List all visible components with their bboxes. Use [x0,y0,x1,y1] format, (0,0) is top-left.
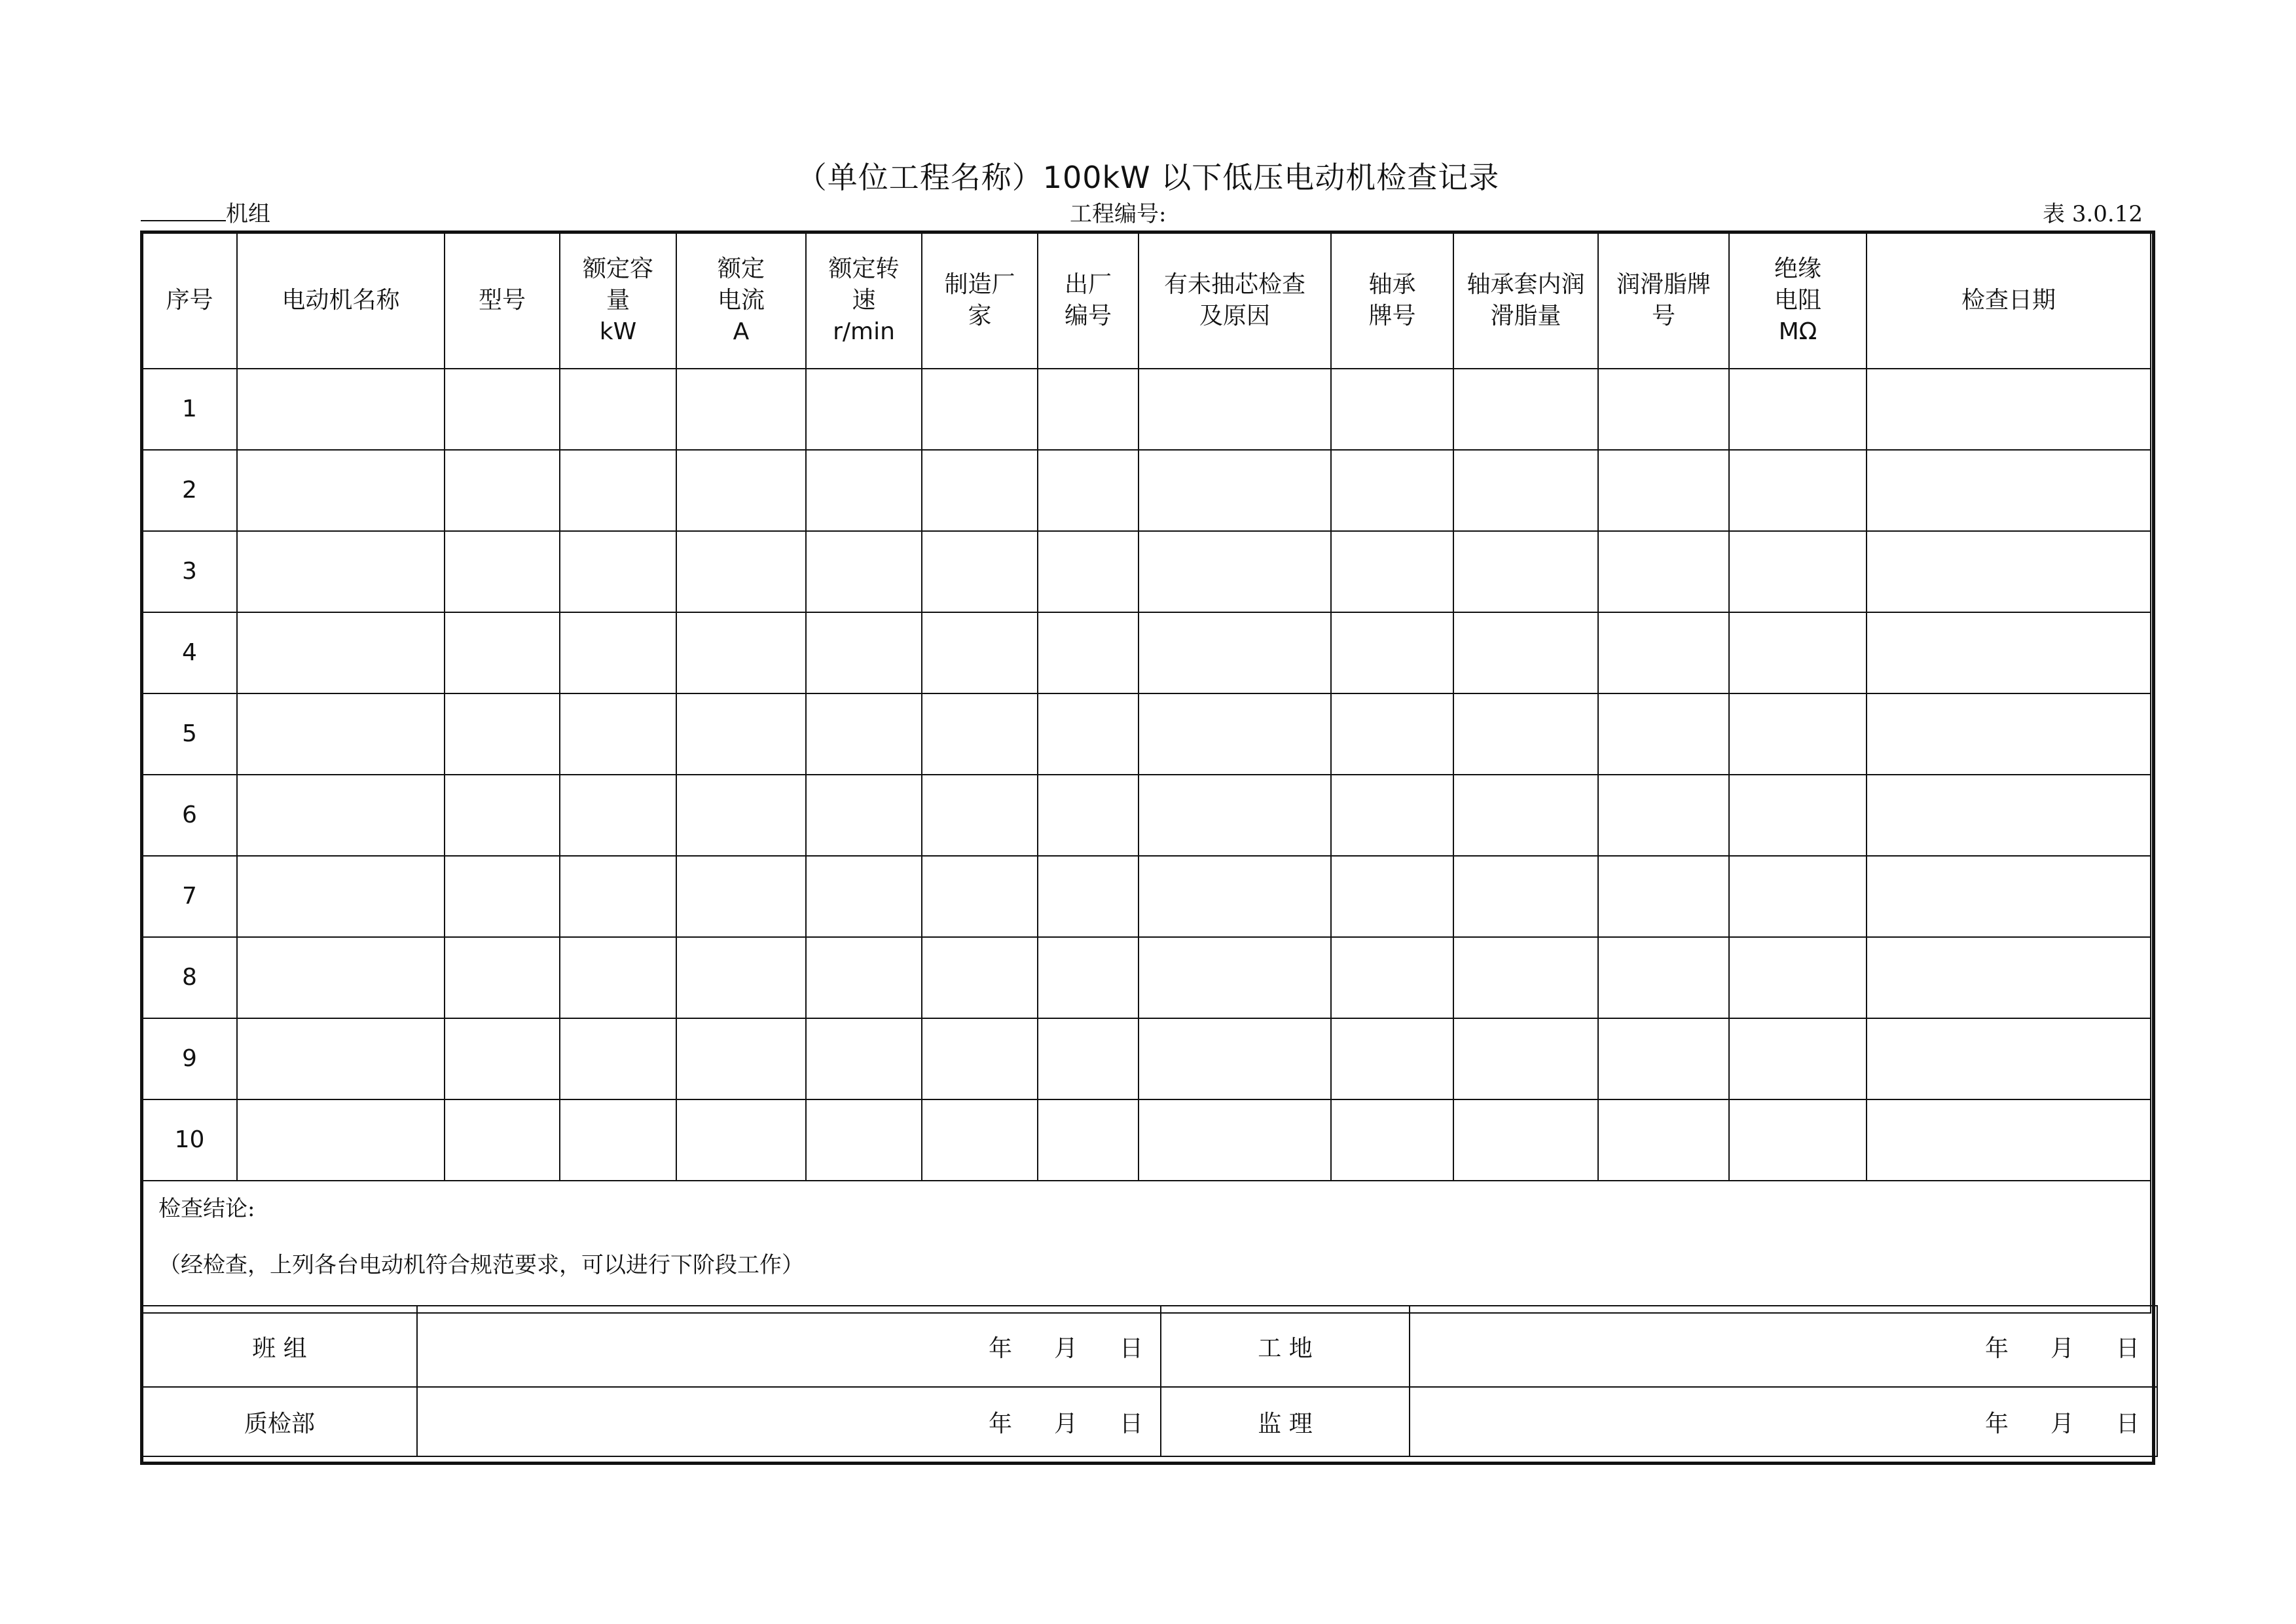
unit-label: 机组 [226,201,270,227]
cell-insulation[interactable] [1729,612,1867,693]
cell-check-date[interactable] [1867,369,2151,450]
cell-serial[interactable] [1038,1018,1139,1099]
cell-insulation[interactable] [1729,531,1867,612]
cell-model[interactable] [445,856,560,937]
cell-maker[interactable] [922,693,1038,775]
header-maker: 制造厂 家 [922,232,1038,369]
cell-insulation[interactable] [1729,1018,1867,1099]
cell-check-date[interactable] [1867,450,2151,531]
date-year: 年 [988,1335,1013,1362]
signoff-table [141,1305,2158,1457]
cell-insulation[interactable] [1729,775,1867,856]
cell-capacity[interactable] [560,612,676,693]
cell-check-date[interactable] [1867,1018,2151,1099]
date-year: 年 [1984,1335,2010,1362]
cell-core-check[interactable] [1139,612,1331,693]
row-number: 7 [142,856,237,937]
table-row [142,612,2151,693]
cell-serial[interactable] [1038,450,1139,531]
table-row [142,693,2151,775]
unit-field [141,198,270,231]
cell-check-date[interactable] [1867,612,2151,693]
cell-grease-brand[interactable] [1598,450,1729,531]
cell-speed[interactable] [806,1018,922,1099]
table-row [142,937,2151,1018]
cell-current[interactable] [676,612,806,693]
cell-maker[interactable] [922,612,1038,693]
conclusion-cell[interactable] [142,1181,2151,1313]
cell-maker[interactable] [922,450,1038,531]
date-month: 月 [1053,1335,1079,1362]
date-day: 日 [1119,1335,1144,1362]
cell-core-check[interactable] [1139,1099,1331,1181]
header-current: 额定 电流 A [676,232,806,369]
cell-speed[interactable] [806,1099,922,1181]
cell-serial[interactable] [1038,612,1139,693]
cell-motor-name[interactable] [237,856,445,937]
cell-insulation[interactable] [1729,450,1867,531]
cell-model[interactable] [445,612,560,693]
cell-grease-qty[interactable] [1453,369,1598,450]
date-month: 月 [2050,1335,2075,1362]
cell-grease-qty[interactable] [1453,450,1598,531]
header-capacity: 额定容 量 kW [560,232,676,369]
cell-capacity[interactable] [560,369,676,450]
qc-signature-field[interactable] [417,1387,1161,1456]
cell-model[interactable] [445,693,560,775]
cell-current[interactable] [676,856,806,937]
date-month: 月 [1053,1410,1079,1437]
cell-model[interactable] [445,937,560,1018]
cell-check-date[interactable] [1867,531,2151,612]
cell-speed[interactable] [806,856,922,937]
header-grease-brand: 润滑脂牌 号 [1598,232,1729,369]
cell-grease-qty[interactable] [1453,1099,1598,1181]
header-seq: 序号 [142,232,237,369]
cell-grease-qty[interactable] [1453,775,1598,856]
cell-insulation[interactable] [1729,693,1867,775]
cell-insulation[interactable] [1729,937,1867,1018]
site-label: 工 地 [1161,1306,1410,1387]
cell-grease-brand[interactable] [1598,856,1729,937]
cell-serial[interactable] [1038,856,1139,937]
table-header-row [142,232,2151,369]
date-month: 月 [2050,1410,2075,1437]
cell-bearing-brand[interactable] [1331,531,1453,612]
row-number: 8 [142,937,237,1018]
row-number: 9 [142,1018,237,1099]
cell-check-date[interactable] [1867,775,2151,856]
cell-speed[interactable] [806,450,922,531]
header-check-date: 检查日期 [1867,232,2151,369]
project-number-label: 工程编号: [1070,201,1167,227]
cell-speed[interactable] [806,693,922,775]
header-insulation: 绝缘 电阻 MΩ [1729,232,1867,369]
cell-core-check[interactable] [1139,450,1331,531]
signoff-row [142,1387,2157,1456]
cell-bearing-brand[interactable] [1331,612,1453,693]
table-row [142,531,2151,612]
cell-capacity[interactable] [560,1018,676,1099]
row-number: 4 [142,612,237,693]
row-number: 10 [142,1099,237,1181]
cell-core-check[interactable] [1139,369,1331,450]
cell-grease-brand[interactable] [1598,937,1729,1018]
cell-current[interactable] [676,937,806,1018]
cell-maker[interactable] [922,1099,1038,1181]
cell-motor-name[interactable] [237,1099,445,1181]
cell-core-check[interactable] [1139,693,1331,775]
cell-maker[interactable] [922,531,1038,612]
signoff-row [142,1306,2157,1387]
cell-serial[interactable] [1038,531,1139,612]
header-speed: 额定转 速 r/min [806,232,922,369]
header-core-check: 有未抽芯检查 及原因 [1139,232,1331,369]
cell-capacity[interactable] [560,1099,676,1181]
team-signature-field[interactable] [417,1306,1161,1387]
unit-blank[interactable] [141,200,226,221]
cell-grease-qty[interactable] [1453,1018,1598,1099]
table-row [142,369,2151,450]
qc-label: 质检部 [142,1387,417,1456]
cell-maker[interactable] [922,775,1038,856]
cell-grease-brand[interactable] [1598,1099,1729,1181]
cell-model[interactable] [445,1099,560,1181]
conclusion-text: （经检查，上列各台电动机符合规范要求，可以进行下阶段工作） [158,1252,804,1278]
team-label: 班 组 [142,1306,417,1387]
cell-bearing-brand[interactable] [1331,856,1453,937]
table-row [142,775,2151,856]
cell-grease-brand[interactable] [1598,612,1729,693]
cell-model[interactable] [445,450,560,531]
cell-motor-name[interactable] [237,369,445,450]
cell-motor-name[interactable] [237,1018,445,1099]
row-number: 1 [142,369,237,450]
cell-current[interactable] [676,369,806,450]
cell-grease-qty[interactable] [1453,693,1598,775]
cell-grease-brand[interactable] [1598,369,1729,450]
cell-insulation[interactable] [1729,369,1867,450]
header-model: 型号 [445,232,560,369]
cell-core-check[interactable] [1139,531,1331,612]
header-serial: 出厂 编号 [1038,232,1139,369]
cell-bearing-brand[interactable] [1331,937,1453,1018]
cell-motor-name[interactable] [237,450,445,531]
cell-insulation[interactable] [1729,856,1867,937]
cell-grease-brand[interactable] [1598,1018,1729,1099]
cell-capacity[interactable] [560,775,676,856]
cell-core-check[interactable] [1139,1018,1331,1099]
cell-grease-qty[interactable] [1453,531,1598,612]
date-day: 日 [1119,1410,1144,1437]
cell-speed[interactable] [806,531,922,612]
table-row [142,1018,2151,1099]
cell-grease-qty[interactable] [1453,856,1598,937]
row-number: 5 [142,693,237,775]
cell-model[interactable] [445,369,560,450]
cell-model[interactable] [445,531,560,612]
conclusion-label: 检查结论: [158,1196,255,1222]
row-number: 3 [142,531,237,612]
cell-bearing-brand[interactable] [1331,1099,1453,1181]
cell-capacity[interactable] [560,531,676,612]
conclusion-row [142,1181,2151,1313]
cell-current[interactable] [676,775,806,856]
date-year: 年 [1984,1410,2010,1437]
cell-speed[interactable] [806,937,922,1018]
cell-check-date[interactable] [1867,1099,2151,1181]
cell-serial[interactable] [1038,1099,1139,1181]
table-number: 表 3.0.12 [2043,201,2143,227]
supervision-signature-field[interactable] [1410,1387,2157,1456]
cell-model[interactable] [445,1018,560,1099]
cell-model[interactable] [445,775,560,856]
supervision-label: 监 理 [1161,1387,1410,1456]
cell-insulation[interactable] [1729,1099,1867,1181]
cell-motor-name[interactable] [237,612,445,693]
cell-speed[interactable] [806,775,922,856]
cell-motor-name[interactable] [237,693,445,775]
cell-current[interactable] [676,693,806,775]
cell-maker[interactable] [922,1018,1038,1099]
header-grease-qty: 轴承套内润 滑脂量 [1453,232,1598,369]
cell-serial[interactable] [1038,693,1139,775]
table-row [142,450,2151,531]
cell-grease-brand[interactable] [1598,693,1729,775]
cell-check-date[interactable] [1867,937,2151,1018]
date-day: 日 [2115,1410,2141,1437]
cell-core-check[interactable] [1139,856,1331,937]
cell-motor-name[interactable] [237,937,445,1018]
cell-current[interactable] [676,1018,806,1099]
cell-bearing-brand[interactable] [1331,775,1453,856]
cell-bearing-brand[interactable] [1331,450,1453,531]
date-year: 年 [988,1410,1013,1437]
cell-serial[interactable] [1038,369,1139,450]
cell-serial[interactable] [1038,937,1139,1018]
cell-current[interactable] [676,450,806,531]
cell-grease-brand[interactable] [1598,531,1729,612]
cell-check-date[interactable] [1867,856,2151,937]
row-number: 2 [142,450,237,531]
table-row [142,856,2151,937]
cell-grease-brand[interactable] [1598,775,1729,856]
cell-speed[interactable] [806,612,922,693]
cell-speed[interactable] [806,369,922,450]
cell-bearing-brand[interactable] [1331,369,1453,450]
cell-core-check[interactable] [1139,775,1331,856]
cell-current[interactable] [676,1099,806,1181]
cell-motor-name[interactable] [237,531,445,612]
row-number: 6 [142,775,237,856]
site-signature-field[interactable] [1410,1306,2157,1387]
cell-bearing-brand[interactable] [1331,693,1453,775]
inspection-table [141,232,2151,1314]
cell-check-date[interactable] [1867,693,2151,775]
cell-maker[interactable] [922,856,1038,937]
cell-capacity[interactable] [560,693,676,775]
cell-serial[interactable] [1038,775,1139,856]
cell-core-check[interactable] [1139,937,1331,1018]
cell-maker[interactable] [922,937,1038,1018]
cell-capacity[interactable] [560,450,676,531]
cell-capacity[interactable] [560,937,676,1018]
cell-motor-name[interactable] [237,775,445,856]
cell-maker[interactable] [922,369,1038,450]
cell-grease-qty[interactable] [1453,612,1598,693]
cell-capacity[interactable] [560,856,676,937]
page-title: （单位工程名称）100kW 以下低压电动机检查记录 [796,160,1500,195]
date-day: 日 [2115,1335,2141,1362]
header-bearing-brand: 轴承 牌号 [1331,232,1453,369]
cell-grease-qty[interactable] [1453,937,1598,1018]
cell-current[interactable] [676,531,806,612]
table-row [142,1099,2151,1181]
header-motor-name: 电动机名称 [237,232,445,369]
cell-bearing-brand[interactable] [1331,1018,1453,1099]
